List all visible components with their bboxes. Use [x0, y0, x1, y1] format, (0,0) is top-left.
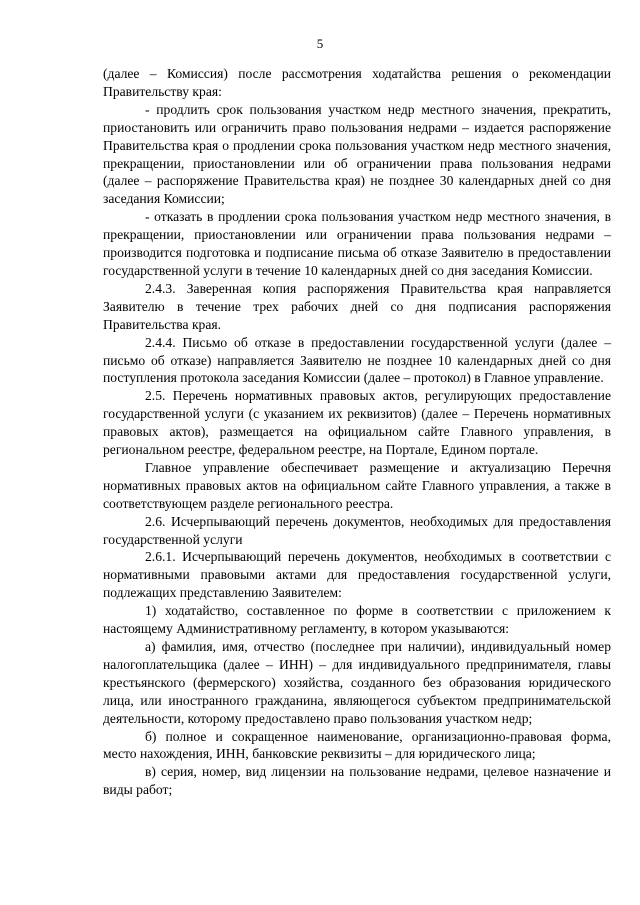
- document-body: [103, 65, 611, 799]
- paragraph: Главное управление обеспечивает размещение и актуализацию Перечня нормативных правовых актов на официальном сайте Главного управления, а также в соответствующем разделе регионального реестра.: [103, 459, 611, 511]
- paragraph: 2.4.4. Письмо об отказе в предоставлении государственной услуги (далее – письмо об отказе) направляется Заявителю не позднее 10 календарных дней со дня поступления протокола заседания Комиссии (далее – протокол) в Главное управление.: [103, 334, 611, 386]
- paragraph: в) серия, номер, вид лицензии на пользование недрами, целевое назначение и виды работ;: [103, 764, 611, 798]
- paragraph: 1) ходатайство, составленное по форме в соответствии с приложением к настоящему Административному регламенту, в котором указываются:: [103, 603, 611, 637]
- paragraph: - продлить срок пользования участком недр местного значения, прекратить, приостановить или ограничить право пользования недрами – издается распоряжение Правительства края о продлении срока пользования участком недр местного значения, прекращении, приостановлении или об ограничении права пользования недрами (далее – распоряжение Правительства края) не позднее 30 календарных дней со дня заседания Комиссии;: [103, 101, 611, 207]
- paragraph: 2.5. Перечень нормативных правовых актов, регулирующих предоставление государственной услуги (с указанием их реквизитов) (далее – Перечень нормативных правовых актов), размещается на официальном сайте Главного управления, в региональном реестре, федеральном реестре, на Портале, Едином портале.: [103, 388, 611, 458]
- paragraph: 2.6. Исчерпывающий перечень документов, необходимых для предоставления государственной услуги: [103, 513, 611, 547]
- paragraph: (далее – Комиссия) после рассмотрения ходатайства решения о рекомендации Правительству края:: [103, 66, 611, 99]
- paragraph: 2.6.1. Исчерпывающий перечень документов, необходимых в соответствии с нормативными правовыми актами для предоставления государственной услуги, подлежащих представлению Заявителем:: [103, 549, 611, 601]
- page-number: 5: [316, 36, 324, 51]
- paragraph: - отказать в продлении срока пользования участком недр местного значения, в прекращении, приостановлении или ограничении права пользования недрами – производится подготовка и подписание письма об отказе Заявителю в предоставлении государственной услуги в течение 10 календарных дней со дня заседания Комиссии.: [103, 209, 611, 278]
- paragraph: 2.4.3. Заверенная копия распоряжения Правительства края направляется Заявителю в течение трех рабочих дней со дня подписания распоряжения Правительства края.: [103, 280, 611, 332]
- paragraph: б) полное и сокращенное наименование, организационно-правовая форма, место нахождения, ИНН, банковские реквизиты – для юридического лица;: [103, 728, 611, 762]
- paragraph: а) фамилия, имя, отчество (последнее при наличии), индивидуальный номер налогоплательщика (далее – ИНН) – для индивидуального предпринимателя, главы крестьянского (фермерского) хозяйства, созданного без образования юридического лица, или иностранного гражданина, являющегося субъектом предпринимательской деятельности, которому предоставлено право пользования участком недр;: [103, 639, 611, 726]
